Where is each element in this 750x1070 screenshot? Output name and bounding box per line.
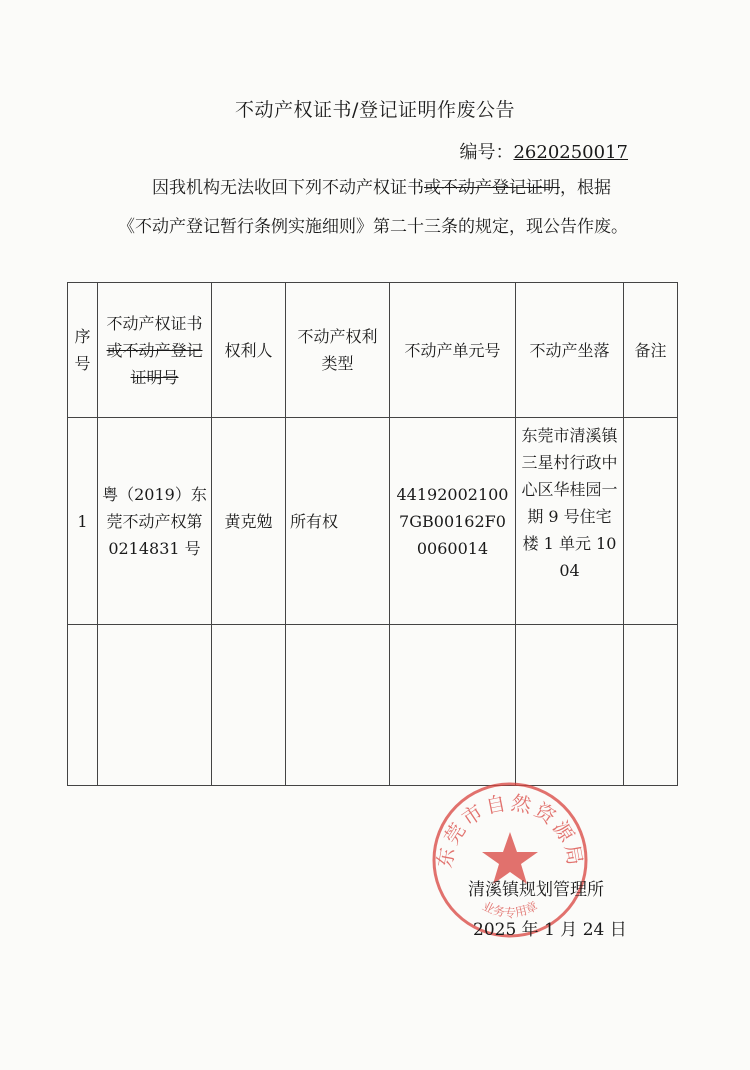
empty-cell	[624, 625, 678, 786]
empty-cell	[516, 625, 624, 786]
issuing-office: 清溪镇规划管理所	[468, 880, 604, 900]
table-row-empty	[68, 625, 678, 786]
notice-paragraph-1	[152, 176, 712, 200]
issue-date: 2025 年 1 月 24 日	[473, 920, 627, 940]
empty-cell	[68, 625, 98, 786]
empty-cell	[390, 625, 516, 786]
cell-location: 东莞市清溪镇三星村行政中心区华桂园一期 9 号住宅楼 1 单元 1004	[516, 418, 624, 625]
seal-top-text: 东莞市自然资源局	[432, 790, 588, 870]
header-right-type: 不动产权利类型	[286, 283, 390, 418]
header-seq: 序号	[68, 283, 98, 418]
table-header-row	[68, 283, 678, 418]
empty-cell	[286, 625, 390, 786]
cell-seq: 1	[68, 418, 98, 625]
empty-cell	[212, 625, 286, 786]
cell-cert: 粤（2019）东莞不动产权第 0214831 号	[98, 418, 212, 625]
para1-post: ，根据	[560, 178, 611, 198]
page-title: 不动产权证书/登记证明作废公告	[235, 99, 515, 121]
para1-strikethrough: 或不动产登记证明	[424, 178, 560, 198]
seal-bottom-text: 业务专用章	[480, 898, 540, 920]
header-location: 不动产坐落	[516, 283, 624, 418]
header-unit-no: 不动产单元号	[390, 283, 516, 418]
header-cert-normal: 不动产权证书	[106, 313, 203, 333]
notice-paragraph-2: 《不动产登记暂行条例实施细则》第二十三条的规定，现公告作废。	[118, 217, 628, 237]
para1-pre: 因我机构无法收回下列不动产权证书	[152, 178, 424, 198]
certificate-table	[67, 282, 678, 786]
doc-number	[459, 138, 628, 164]
cell-owner: 黄克勉	[212, 418, 286, 625]
header-remark: 备注	[624, 283, 678, 418]
empty-cell	[98, 625, 212, 786]
cell-remark	[624, 418, 678, 625]
doc-number-value: 2620250017	[513, 142, 628, 163]
header-owner: 权利人	[212, 283, 286, 418]
header-cert-strike: 或不动产登记证明号	[106, 340, 203, 387]
table-row	[68, 418, 678, 625]
cell-unit-no: 441920021007GB00162F00060014	[390, 418, 516, 625]
doc-number-label: 编号：	[459, 142, 514, 163]
cell-right-type: 所有权	[286, 418, 390, 625]
header-cert	[98, 283, 212, 418]
